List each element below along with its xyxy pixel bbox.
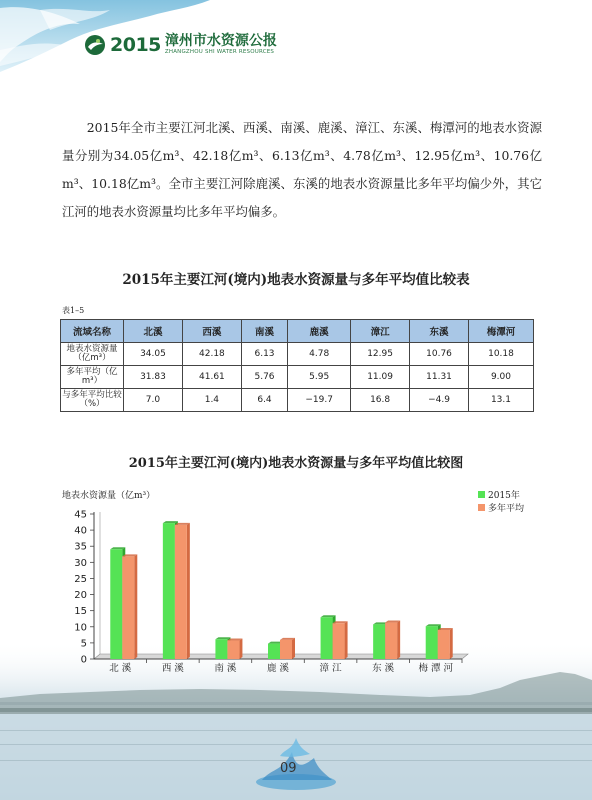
y-tick-label: 5 [80,638,87,650]
table-cell: 10.76 [410,343,469,366]
table-cell: 13.1 [468,389,533,412]
column-header: 西溪 [182,320,241,343]
bar-average [385,623,397,659]
bar-average [333,623,345,659]
bar-average [438,630,450,659]
bar-side [134,554,137,659]
bar-average [175,525,187,659]
bar-side [187,523,190,659]
legend-label: 多年平均 [488,504,525,514]
table-cell: 31.83 [124,366,183,389]
y-tick-label: 45 [74,509,87,521]
bar-average [280,640,292,659]
y-tick-label: 0 [80,654,87,666]
table-label: 表1–5 [62,306,85,315]
column-header: 南溪 [241,320,287,343]
row-label: 与多年平均比较（%） [61,389,124,412]
page-number: 09 [280,761,297,776]
table-row [61,366,534,389]
table-header-row [61,320,534,343]
bar-chart [0,480,592,685]
bar-current [268,644,280,659]
bar-current [321,617,333,659]
y-tick-label: 20 [74,590,87,602]
table-cell: −19.7 [288,389,351,412]
bar-current [373,624,385,659]
header-title: 漳州市水资源公报 [164,33,277,49]
body-paragraph [62,114,542,226]
table-cell: 5.76 [241,366,287,389]
legend-label: 2015年 [488,491,520,501]
table-cell: 16.8 [351,389,410,412]
column-header: 东溪 [410,320,469,343]
bar-current [215,639,227,659]
y-axis-label: 地表水资源量（亿m³） [62,491,156,501]
table-cell: 7.0 [124,389,183,412]
bar-side [345,621,348,659]
y-tick-label: 10 [74,622,87,634]
header-subtitle: ZHANGZHOU SHI WATER RESOURCES [164,49,275,55]
y-tick-label: 35 [74,541,87,553]
table-cell: 4.78 [288,343,351,366]
legend-swatch [478,491,485,498]
bar-side [450,628,453,659]
x-tick-label: 漳 江 [319,663,342,674]
bar-average [227,640,239,659]
x-tick-label: 鹿 溪 [266,663,290,674]
row-label: 多年平均（亿m³） [61,366,124,389]
bar-side [397,621,400,659]
paragraph-1: 2015年全市主要江河北溪、西溪、南溪、鹿溪、漳江、东溪、梅潭河的地表水资源量分别为34.05亿m³、42.18亿m³、6.13亿m³、4.78亿m³、12.95亿m³、10.76亿m³、10.18亿m³。全市主要江河除鹿溪、东溪的地表水资源量比多年平均偏少外，其它江河的地表水资源量均比多年平均偏多。 [62,120,542,219]
table-row [61,343,534,366]
table-cell: 10.18 [468,343,533,366]
y-tick-label: 25 [74,573,87,585]
x-tick-label: 西 溪 [161,663,184,674]
header-year: 2015 [110,34,161,56]
table-row [61,389,534,412]
bar-side [292,638,295,659]
y-tick-label: 30 [74,557,87,569]
bar-current [110,549,122,659]
x-tick-label: 南 溪 [214,663,237,674]
table-header-label: 流域名称 [61,320,124,343]
table-cell: 42.18 [182,343,241,366]
table-cell: 6.4 [241,389,287,412]
row-label: 地表水资源量（亿m³） [61,343,124,366]
column-header: 漳江 [351,320,410,343]
column-header: 北溪 [124,320,183,343]
table-cell: 41.61 [182,366,241,389]
chart-title: 2015年主要江河(境内)地表水资源量与多年平均值比较图 [128,456,464,471]
x-tick-label: 梅 潭 河 [418,663,453,674]
comparison-table [60,319,534,412]
report-logo [84,34,277,56]
table-cell: 9.00 [468,366,533,389]
x-tick-label: 东 溪 [372,663,395,674]
table-cell: 5.95 [288,366,351,389]
x-tick-label: 北 溪 [109,663,132,674]
table-cell: 12.95 [351,343,410,366]
column-header: 梅潭河 [468,320,533,343]
table-title: 2015年主要江河(境内)地表水资源量与多年平均值比较表 [122,272,470,288]
table-cell: −4.9 [410,389,469,412]
table-cell: 11.09 [351,366,410,389]
column-header: 鹿溪 [288,320,351,343]
bar-side [239,638,242,659]
water-drop-logo-icon [84,34,106,56]
table-cell: 6.13 [241,343,287,366]
y-tick-label: 15 [74,606,87,618]
bar-current [163,523,175,659]
bar-current [426,626,438,659]
y-tick-label: 40 [74,525,87,537]
table-cell: 1.4 [182,389,241,412]
table-cell: 11.31 [410,366,469,389]
legend-swatch [478,504,485,511]
bar-average [122,556,134,659]
table-cell: 34.05 [124,343,183,366]
